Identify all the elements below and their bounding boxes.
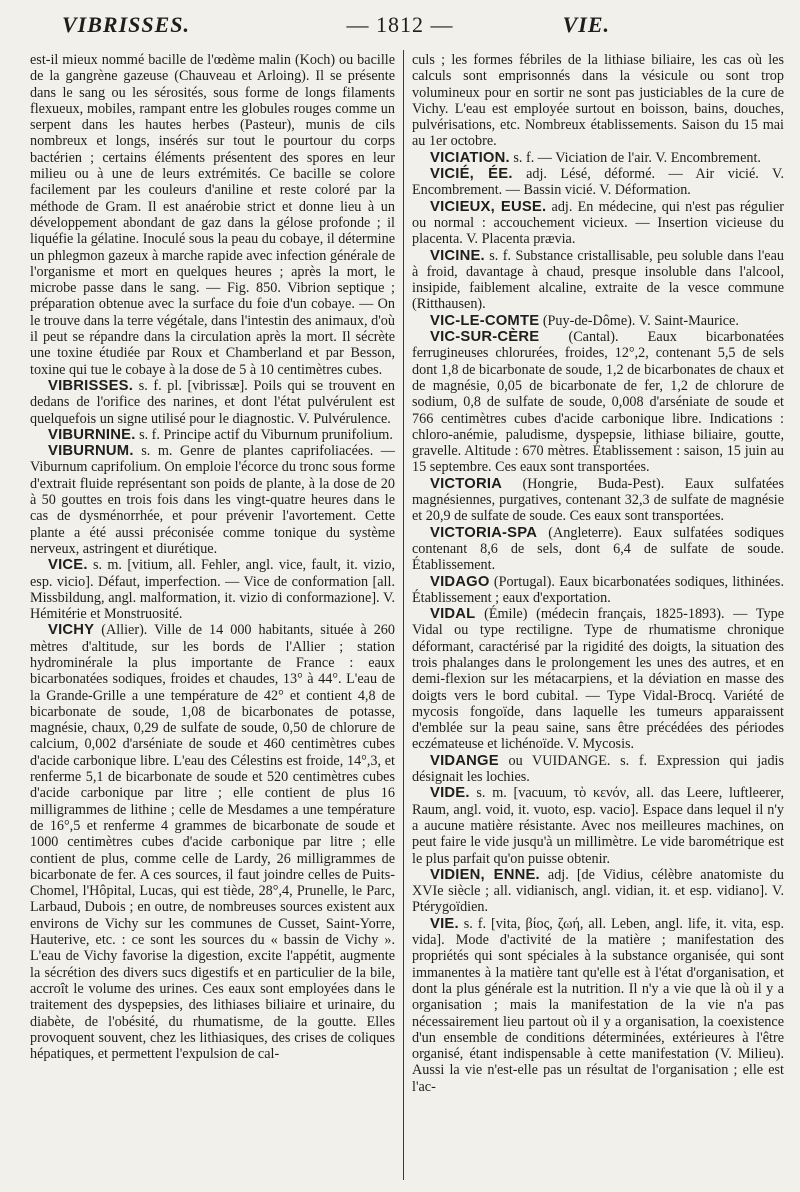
- entry-headword: VIBRISSES.: [48, 377, 134, 394]
- dictionary-entry: [412, 753, 784, 786]
- header-right-word: VIE.: [562, 12, 610, 37]
- entry-headword: VICIÉ, ÉE.: [430, 166, 513, 183]
- column-divider: [403, 50, 404, 1180]
- entry-headword: VICTORIA-SPA: [430, 524, 538, 541]
- entry-headword: VICHY: [48, 622, 95, 639]
- dictionary-entry: [412, 785, 784, 866]
- entry-text: s. m. [vitium, all. Fehler, angl. vice, fault, it. vizio, esp. vicio]. Défaut, imperfection. — Vice de conformation [all. Missbildung, angl. malformation, it. vizio di conformazione]. V. Hémitérie et Monstruosité.: [30, 557, 395, 623]
- dictionary-entry: [412, 867, 784, 916]
- dictionary-entry: [412, 313, 784, 329]
- dictionary-entry: [412, 476, 784, 525]
- dictionary-entry: [30, 52, 395, 378]
- entry-headword: VIC-LE-COMTE: [430, 312, 540, 329]
- entry-text: s. f. pl. [vibrissæ]. Poils qui se trouvent en dedans de l'orifice des narines, et dont l'état pulvérulent est quelquefois un signe utilisé pour le diagnostic. V. Pulvérulence.: [30, 377, 395, 427]
- entry-headword: VIBURNUM.: [48, 443, 134, 460]
- entry-headword: VIDANGE: [430, 752, 499, 769]
- entry-text: culs ; les formes fébriles de la lithiase biliaire, les cas où les calculs sont emprisonnés dans la vésicule ou sont trop volumineux pour en sortir ne sont pas justiciables de la cure de Vichy. L'eau est employée surtout en boisson, bains, douches, pulvérisations, etc. Nombreux établissements. Saison du 15 mai au 1er octobre.: [412, 52, 784, 150]
- dictionary-entry: [412, 606, 784, 753]
- dictionary-entry: [30, 557, 395, 622]
- dictionary-entry: [30, 378, 395, 427]
- dictionary-entry: [412, 916, 784, 1095]
- right-column: [412, 52, 784, 1095]
- dictionary-entry: [412, 525, 784, 574]
- entry-headword: VICE.: [48, 557, 88, 574]
- dictionary-entry: [30, 427, 395, 443]
- entry-headword: VICIATION.: [430, 149, 510, 166]
- entry-headword: VIDE.: [430, 785, 470, 802]
- dictionary-entry: [412, 166, 784, 199]
- entry-headword: VIDAGO: [430, 573, 490, 590]
- dictionary-entry: [412, 574, 784, 607]
- entry-text: s. f. Substance cristallisable, peu soluble dans l'eau à froid, davantage à chaud, presque insoluble dans l'alcool, insipide, faiblement alcaline, extraite de la vesce commune (Ritthausen).: [412, 247, 784, 313]
- entry-text: (Allier). Ville de 14 000 habitants, située à 260 mètres d'altitude, sur les bords de l'Allier ; station hydrominérale la plus importante de France : eaux bicarbonatées sodiques, froides et chaudes, 13° à 44°. L'eau de la Grande-Grille a une température de 42° et contient 4,8 de bicarbonate de soude, 1,08 de bicarbonates de potasse, magnésie, chaux, 0,29 de sulfate de soude, 0,50 de chlorure de calcium, 0,002 d'arséniate de soude et 460 centimètres cubes d'acide carbonique libre. L'eau des Célestins est froide, 14°,3, et renferme 5,1 de bicarbonate de soude et 520 centimètres cubes d'acide carbonique par litre ; elle contient de plus 16 milligrammes de lithine ; celle de Mesdames a une température de 16°,5 et renferme 4 grammes de bicarbonate de soude et 1000 centimètres cubes d'acide carbonique par litre ; elle contient de plus, comme celle de Lardy, 26 milligrammes de bicarbonate de fer. A ces sources, il faut joindre celles de Puits-Chomel, l'Hôpital, Lucas, qui est tiède, 28°,4, Prunelle, le Parc, Larbaud, Dubois ; en outre, de nombreuses sources existent aux environs de Vichy sur les communes de Cusset, Saint-Yorre, Hauterive, etc. : ce sont les sources du « bassin de Vichy ». L'eau de Vichy favorise la digestion, excite l'appétit, augmente la sécrétion des divers sucs digestifs et en particulier de la bile, accroît le volume des urines. Ces eaux sont employées dans le traitement des dyspepsies, des lithiases biliaire et urinaire, du diabète, de l'obésité, du rhumatisme, de la goutte. Elles provoquent souvent, chez les lithiasiques, des crises de coliques hépatiques, et permettent l'expulsion de cal-: [30, 622, 395, 1063]
- header-left-word: VIBRISSES.: [62, 12, 191, 37]
- entry-text: s. f. — Viciation de l'air. V. Encombrement.: [509, 149, 761, 166]
- entry-text: ou VUIDANGE. s. f. Expression qui jadis désignait les lochies.: [412, 752, 784, 786]
- dictionary-entry: [30, 443, 395, 557]
- entry-text: (Puy-de-Dôme). V. Saint-Maurice.: [539, 312, 739, 329]
- entry-text: s. f. Principe actif du Viburnum prunifolium.: [135, 426, 393, 443]
- entry-text: s. m. Genre de plantes caprifoliacées. — Viburnum caprifolium. On emploie l'écorce du tronc sous forme d'extrait fluide représentant son poids de plante, à la dose de 20 à 50 gouttes en trois fois dans les vingt-quatre heures dans le cas de dysménorrhée, et pour prévenir l'avortement. Cette plante a été aussi préconisée comme tonique du système nerveux, astringent et diurétique.: [30, 443, 395, 557]
- entry-headword: VICINE.: [430, 247, 485, 264]
- dictionary-entry: [412, 199, 784, 248]
- entry-text: (Angleterre). Eaux sulfatées sodiques contenant 8,6 de sels, dont 6,4 de sulfate de soude. Établissement.: [412, 524, 784, 574]
- dictionary-entry: [412, 248, 784, 313]
- entry-headword: VICTORIA: [430, 475, 503, 492]
- entry-text: adj. En médecine, qui n'est pas régulier ou normal : accouchement vicieux. — Insertion vicieuse du placenta. V. Placenta prævia.: [412, 198, 784, 248]
- left-column: [30, 52, 395, 1062]
- dictionary-entry: [412, 329, 784, 476]
- page-number: — 1812 —: [346, 12, 454, 37]
- entry-text: (Hongrie, Buda-Pest). Eaux sulfatées magnésiennes, purgatives, contenant 32,3 de sulfate de magnésie et 20,9 de sulfate de soude. Ces eaux sont transportées.: [412, 475, 784, 525]
- entry-text: s. f. [vita, βίος, ζωή, all. Leben, angl. life, it. vita, esp. vida]. Mode d'activité de la matière ; manifestation des propriétés qui sont spéciales à la substance organisée, qui sont immanentes à la matière tant qu'elle est à l'état d'organisation, et dont la plus générale est la nutrition. Il n'y a vie que là où il y a organisation ; mais la manifestation de la vie n'a pas nécessairement lieu partout où il y a organisation, la coexistence d'un ensemble de conditions déterminées, extérieures à l'être organisé, étant indispensable à cette manifestation (V. Milieu). Aussi la vie n'est-elle pas un résultat de l'organisation ; elle est l'ac-: [412, 915, 784, 1095]
- entry-headword: VIBURNINE.: [48, 426, 136, 443]
- dictionary-entry: [412, 150, 784, 166]
- entry-headword: VIDIEN, ENNE.: [430, 866, 540, 883]
- entry-text: adj. Lésé, déformé. — Air vicié. V. Encombrement. — Bassin vicié. V. Déformation.: [412, 166, 785, 199]
- entry-text: (Cantal). Eaux bicarbonatées ferrugineuses chlorurées, froides, 12°,2, contenant 5,5 de sels dont 1,8 de bicarbonate de soude, 1,2 de bicarbonates de chaux et de magnésie, 0,05 de bicarbonate de fer, 1,2 de chlorure de sodium, 0,8 de sulfate de soude, 0,008 d'arséniate de soude et 766 centimètres cubes d'acide carbonique libre. Indications : chloro-anémie, paludisme, dyspepsie, lithiase biliaire, goutte, gravelle. Altitude : 670 mètres. Établissement : saison, 15 juin au 15 septembre. Ces eaux sont transportées.: [412, 329, 784, 476]
- entry-headword: VICIEUX, EUSE.: [430, 198, 547, 215]
- entry-text: (Portugal). Eaux bicarbonatées sodiques, lithinées. Établissement ; eaux d'exportation.: [412, 573, 784, 606]
- entry-text: s. m. [vacuum, τὸ κενόν, all. das Leere, luftleerer, Raum, angl. void, it. vuoto, esp. vacio]. Espace dans lequel il n'y a aucune matière résistante. Avec nos meilleures machines, on peut faire le vide jusqu'à un millimètre. Le vide barométrique est le plus parfait qu'on puisse obtenir.: [412, 785, 784, 867]
- entry-text: est-il mieux nommé bacille de l'œdème malin (Koch) ou bacille de la gangrène gazeuse (Chauveau et Arloing). Il se présente dans le sang ou les sérosités, sous forme de longs filaments flexueux, mobiles, rampant entre les globules rouges comme un serpent dans les hautes herbes (Pasteur), munis de cils nombreux et longs, insérés sur tout le pourtour du corps bactérien ; certains éléments présentent des spores en leur milieu ou à une de leurs extrémités. Ce bacille se colore facilement par les couleurs d'aniline et reste coloré par la méthode de Gram. Il est anaérobie strict et donne lieu à un développement abondant de gaz dans la gélose profonde ; il liquéfie la gélatine. Inoculé sous la peau du cobaye, il détermine un phlegmon gazeux à marche rapide avec infection générale de l'organisme et mort en quelques heures ; après la mort, le microbe passe dans le sang. — Fig. 850. Vibrion septique ; préparation obtenue avec la surface du foie d'un cobaye. — On le trouve dans la terre végétale, dans l'intestin des animaux, d'où il peut se répandre dans la circulation après la mort. Il sécrète une toxine étudiée par Roux et Chamberland et par Besson, toxine qui tue le cobaye à la dose de 5 à 10 centimètres cubes.: [30, 52, 395, 378]
- page-header: [0, 12, 800, 46]
- dictionary-entry: [412, 52, 784, 150]
- entry-headword: VIDAL: [430, 606, 476, 623]
- dictionary-entry: [30, 622, 395, 1062]
- entry-headword: VIE.: [430, 915, 459, 932]
- entry-text: (Émile) (médecin français, 1825-1893). — Type Vidal ou type rectiligne. Type de rhumatisme chronique déformant, caractérisé par la rigidité des doigts, la situation des trois phalanges dans le prolongement les unes des autres, et en demi-flexion sur les métacarpiens, et la déviation en masse des doigts vers le bord cubital. — Type Vidal-Brocq. Variété de mycosis fongoïde, dans laquelle les tumeurs apparaissent d'emblée sur la peau saine, sans être précédées des périodes eczémateuse et lichénoïde. V. Mycosis.: [412, 606, 784, 753]
- entry-text: adj. [de Vidius, célèbre anatomiste du XVIe siècle ; all. vidianisch, angl. vidian, it. et esp. vidiano]. V. Ptérygoïdien.: [412, 866, 784, 916]
- entry-headword: VIC-SUR-CÈRE: [430, 329, 540, 346]
